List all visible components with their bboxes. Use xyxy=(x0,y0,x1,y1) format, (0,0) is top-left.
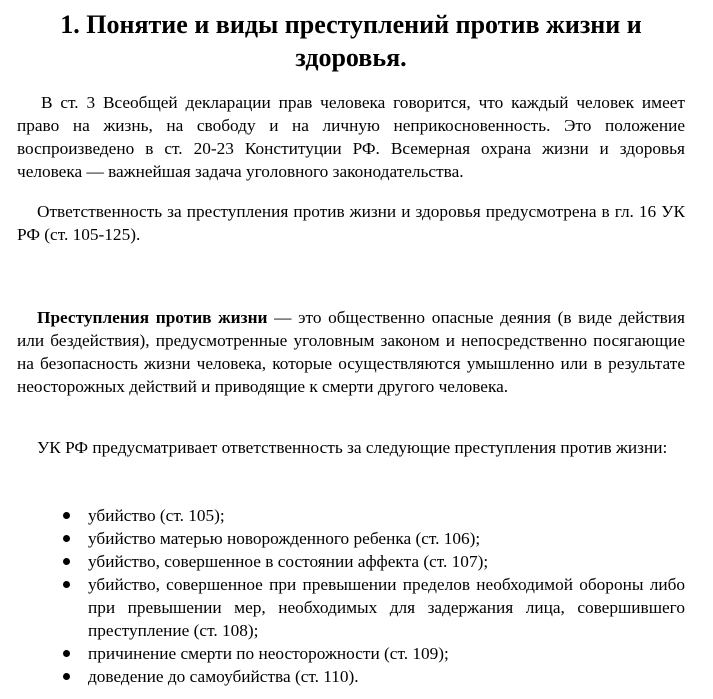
definition-term: Преступления против жизни xyxy=(37,308,268,327)
paragraph-definition xyxy=(17,306,685,398)
list-item: убийство, совершенное в состоянии аффекта (ст. 107); xyxy=(17,550,685,573)
list-item: причинение смерти по неосторожности (ст. 109); xyxy=(17,642,685,665)
bullet-icon xyxy=(63,535,70,542)
paragraph-list-intro: УК РФ предусматривает ответственность за следующие преступления против жизни: xyxy=(37,438,668,457)
list-item: убийство (ст. 105); xyxy=(17,504,685,527)
list-item: убийство матерью новорожденного ребенка (ст. 106); xyxy=(17,527,685,550)
bullet-icon xyxy=(63,673,70,680)
page-title: 1. Понятие и виды преступлений против жизни и здоровья. xyxy=(60,10,642,72)
bullet-icon xyxy=(63,650,70,657)
bullet-icon xyxy=(63,581,70,588)
crimes-list xyxy=(17,504,685,688)
bullet-icon xyxy=(63,558,70,565)
paragraph-declaration: В ст. 3 Всеобщей декларации прав человека говорится, что каждый человек имеет право на жизнь, на свободу и на личную неприкосновенность. Это положение воспроизведено в ст. 20-23 Конституции РФ. Всемерная охрана жизни и здоровья человека — важнейшая задача уголовного законодательства. xyxy=(17,93,685,181)
list-item: убийство, совершенное при превышении пределов необходимой обороны либо при превышении мер, необходимых для задержания лица, совершившего преступление (ст. 108); xyxy=(17,573,685,642)
list-item: доведение до самоубийства (ст. 110). xyxy=(17,665,685,688)
paragraph-responsibility: Ответственность за преступления против жизни и здоровья предусмотрена в гл. 16 УК РФ (ст. 105-125). xyxy=(17,202,685,244)
definition-text: — это общественно опасные деяния (в виде действия или бездействия), предусмотренные уголовным законом и непосредственно посягающие на безопасность жизни человека, которые осуществляются умышленно или в результате неосторожных действий и приводящие к смерти другого человека. xyxy=(17,308,685,396)
bullet-icon xyxy=(63,512,70,519)
